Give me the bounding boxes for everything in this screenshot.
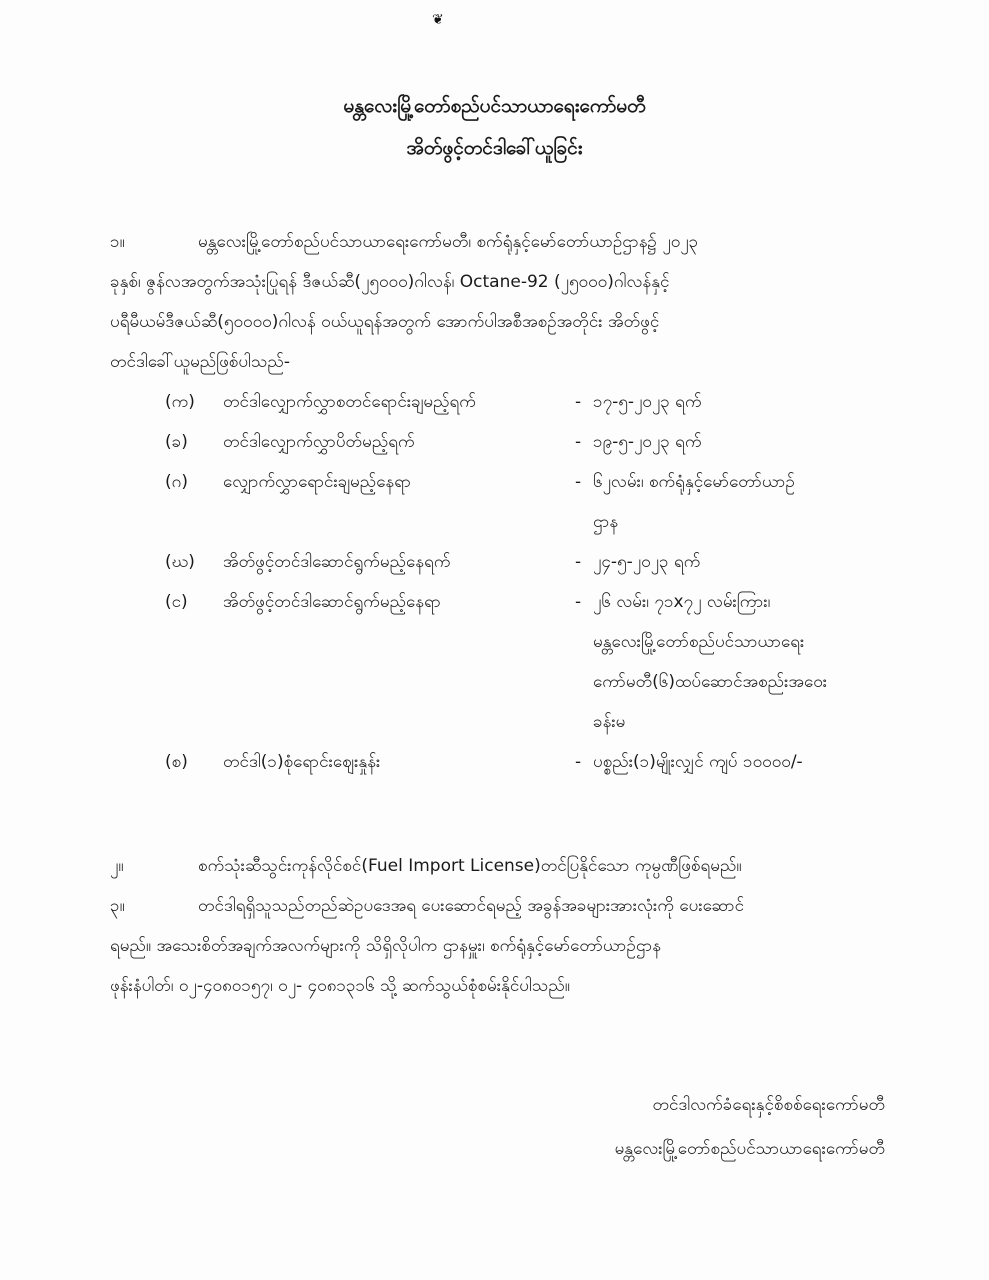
item-value — [593, 382, 925, 422]
item-label: လျှောက်လွှာရောင်းချမည့်နေရာ — [223, 472, 411, 492]
paragraph-line: စက်သုံးဆီသွင်းကုန်လိုင်စင်(Fuel Import License)တင်ပြနိုင်သော ကုမ္ပဏီဖြစ်ရမည်။ — [198, 856, 742, 876]
document-subtitle: အိတ်ဖွင့်တင်ဒါခေါ်ယူခြင်း — [406, 137, 583, 159]
item-label: အိတ်ဖွင့်တင်ဒါဆောင်ရွက်မည့်နေရက် — [223, 552, 451, 572]
signature-committee: တင်ဒါလက်ခံရေးနှင့်စိစစ်ရေးကော်မတီ — [652, 1095, 885, 1115]
item-value-line: ခန်းမ — [593, 712, 626, 732]
item-key: (စ) — [165, 752, 188, 772]
list-item — [165, 542, 925, 582]
list-item — [165, 382, 925, 422]
ornament-icon: ❦ — [432, 12, 444, 28]
paragraph-number: ၃။ — [110, 896, 125, 916]
item-value-line: ၂၄-၅-၂၀၂၃ ရက် — [593, 552, 701, 572]
item-label: အိတ်ဖွင့်တင်ဒါဆောင်ရွက်မည့်နေရာ — [223, 592, 441, 612]
item-value — [593, 742, 925, 782]
paragraph-line: ခုနှစ်၊ ဇွန်လအတွက်အသုံးပြုရန် ဒီဇယ်ဆီ(၂၅၀၀၀)ဂါလန်၊ Octane-92 (၂၅၀၀၀)ဂါလန်နှင့် — [110, 272, 670, 292]
item-key: (င) — [165, 592, 188, 612]
item-value — [593, 462, 925, 542]
paragraph-2 — [110, 846, 900, 886]
item-dash: - — [575, 752, 582, 772]
list-item — [165, 582, 925, 742]
item-value-line: ၆၂လမ်း၊ စက်ရုံနှင့်မော်တော်ယာဉ် — [593, 472, 795, 492]
paragraph-number: ၂။ — [110, 856, 124, 876]
item-value-line: မန္တလေးမြို့တော်စည်ပင်သာယာရေး — [593, 632, 805, 652]
item-label: တင်ဒါလျှောက်လွှာစတင်ရောင်းချမည့်ရက် — [223, 392, 476, 412]
item-value-line: ကော်မတီ(၆)ထပ်ဆောင်အစည်းအဝေး — [593, 672, 828, 692]
item-value — [593, 582, 925, 742]
item-key: (ဃ) — [165, 552, 195, 572]
paragraph-line: ရမည်။ အသေးစိတ်အချက်အလက်များကို သိရှိလိုပါက ဌာနမှူး၊ စက်ရုံနှင့်မော်တော်ယာဉ်ဌာန — [110, 936, 662, 956]
paragraph-line: တင်ဒါခေါ်ယူမည်ဖြစ်ပါသည်- — [110, 352, 291, 372]
item-key: (က) — [165, 392, 195, 412]
list-item — [165, 422, 925, 462]
schedule-list — [165, 382, 925, 782]
item-key: (ဂ) — [165, 472, 188, 492]
item-value-line: ၁၇-၅-၂၀၂၃ ရက် — [593, 392, 702, 412]
item-dash: - — [575, 432, 582, 452]
item-value — [593, 422, 925, 462]
paragraph-line: ပရီမီယမ်ဒီဇယ်ဆီ(၅၀၀၀၀)ဂါလန် ဝယ်ယူရန်အတွက် အောက်ပါအစီအစဉ်အတိုင်း အိတ်ဖွင့် — [110, 312, 660, 332]
paragraph-3 — [110, 886, 900, 1006]
item-value-line: ၁၉-၅-၂၀၂၃ ရက် — [593, 432, 702, 452]
paragraph-1 — [110, 222, 900, 382]
document-title: မန္တလေးမြို့တော်စည်ပင်သာယာရေးကော်မတီ — [343, 95, 646, 117]
item-dash: - — [575, 392, 582, 412]
item-dash: - — [575, 552, 582, 572]
list-item — [165, 462, 925, 542]
item-dash: - — [575, 592, 582, 612]
list-item — [165, 742, 925, 782]
item-value-line: ဌာန — [593, 512, 619, 532]
item-value — [593, 542, 925, 582]
item-value-line: ပစ္စည်း(၁)မျိုးလျှင် ကျပ် ၁၀၀၀၀/- — [593, 752, 803, 772]
item-value-line: ၂၆ လမ်း၊ ၇၁x၇၂ လမ်းကြား၊ — [593, 592, 771, 612]
paragraph-line: ဖုန်းနံပါတ်၊ ၀၂-၄၀၈၀၁၅၇၊ ၀၂- ၄၀၈၁၃၁၆ သို့ ဆက်သွယ်စုံစမ်းနိုင်ပါသည်။ — [110, 976, 570, 996]
paragraph-line: တင်ဒါရရှိသူသည်တည်ဆဲဥပဒေအရ ပေးဆောင်ရမည့် အခွန်အခများအားလုံးကို ပေးဆောင် — [198, 896, 745, 916]
paragraph-number: ၁။ — [110, 232, 125, 252]
paragraph-line: မန္တလေးမြို့တော်စည်ပင်သာယာရေးကော်မတီ၊ စက်ရုံနှင့်မော်တော်ယာဉ်ဌာန၌ ၂၀၂၃ — [198, 232, 699, 252]
item-key: (ခ) — [165, 432, 188, 452]
item-label: တင်ဒါလျှောက်လွှာပိတ်မည့်ရက် — [223, 432, 415, 452]
item-label: တင်ဒါ(၁)စုံရောင်းဈေးနှုန်း — [223, 752, 381, 772]
item-dash: - — [575, 472, 582, 492]
signature-organization: မန္တလေးမြို့တော်စည်ပင်သာယာရေးကော်မတီ — [614, 1139, 885, 1159]
